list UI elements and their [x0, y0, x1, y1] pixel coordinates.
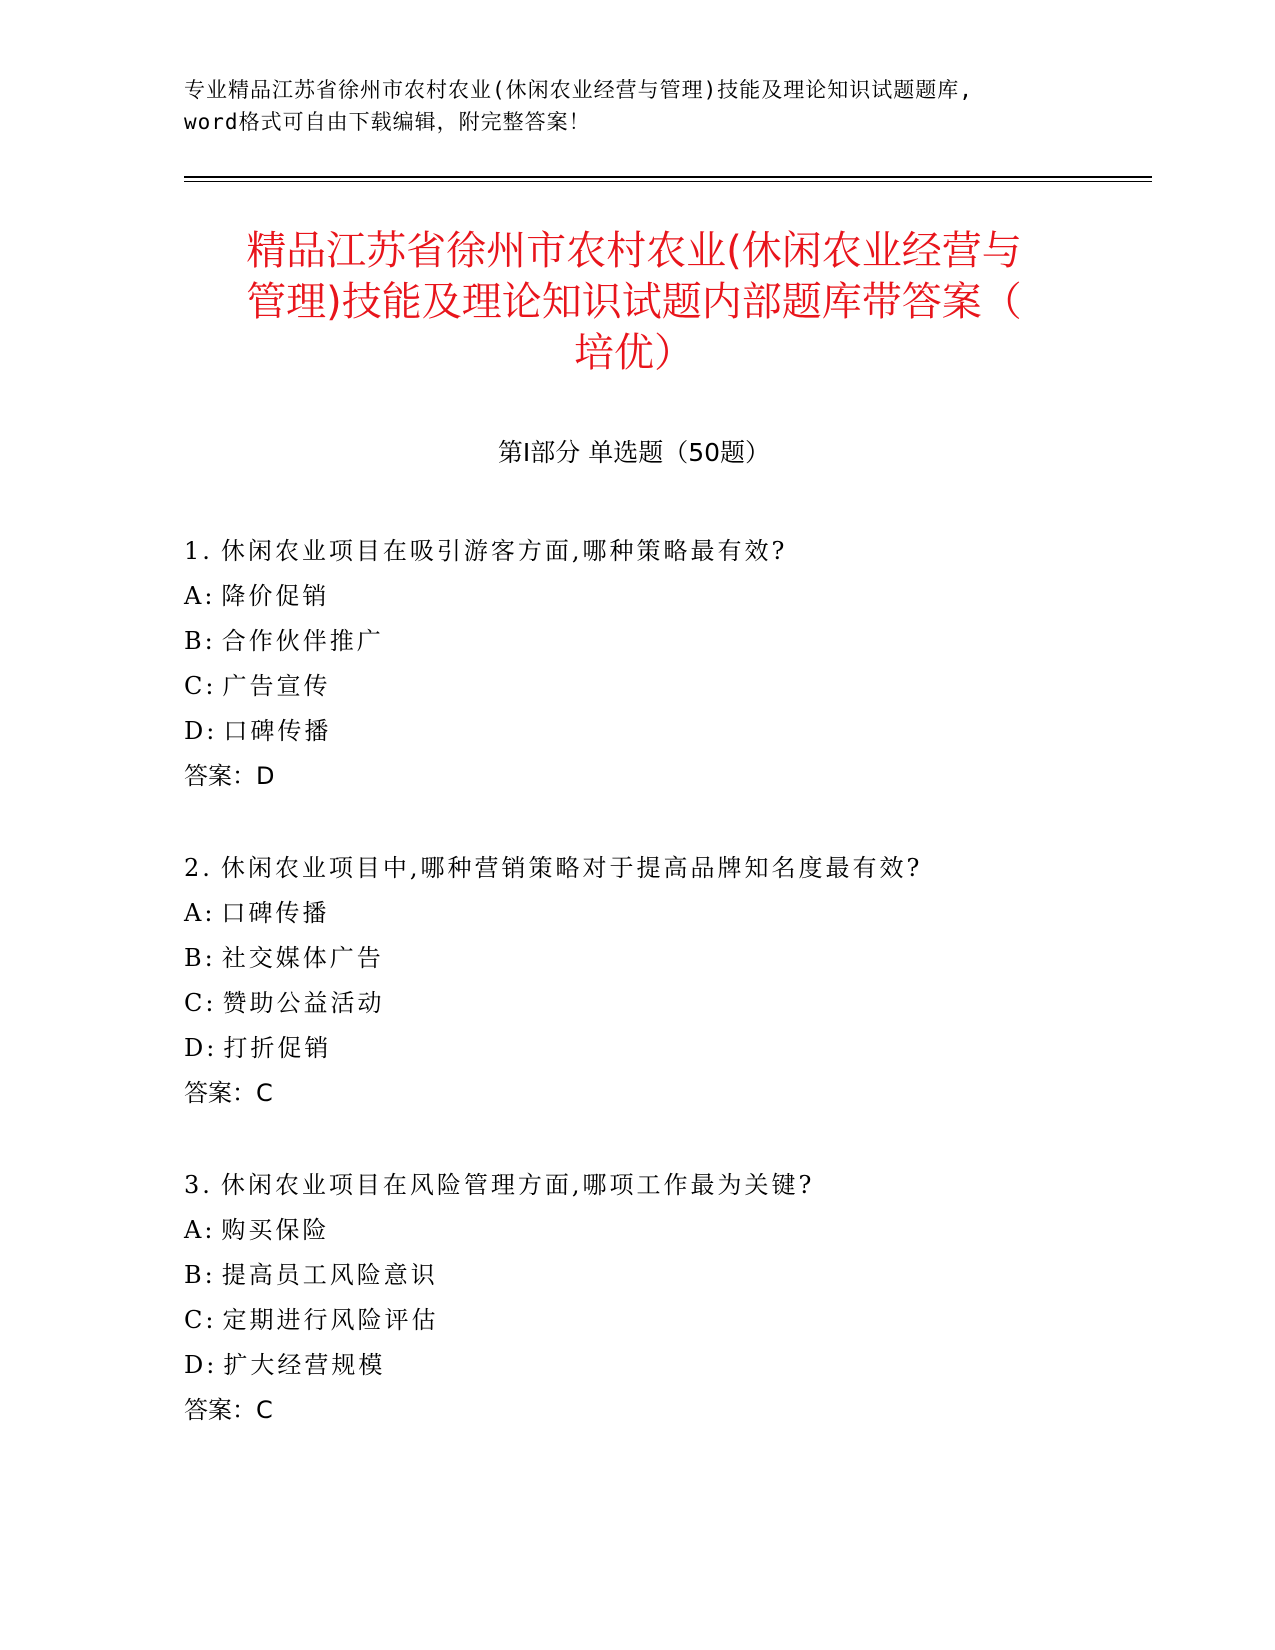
option-label: C:	[184, 1306, 217, 1334]
option-label: A:	[184, 1216, 216, 1244]
document-title-line-3: 培优）	[574, 330, 694, 376]
header-note-line-2: word格式可自由下载编辑，附完整答案！	[184, 110, 591, 134]
question-number: 3.	[184, 1171, 213, 1199]
answer: 答案：D	[184, 762, 275, 790]
option-text: 合作伙伴推广	[221, 627, 384, 655]
option-text: 广告宣传	[222, 672, 331, 700]
option-text: 赞助公益活动	[222, 989, 385, 1017]
option-text: 口碑传播	[223, 717, 332, 745]
question-stem	[184, 846, 1084, 891]
option-label: B:	[184, 944, 216, 972]
section-title: 第Ⅰ部分 单选题（50题）	[497, 438, 771, 467]
option-text: 购买保险	[221, 1216, 330, 1244]
document-title-line-2: 管理)技能及理论知识试题内部题库带答案（	[246, 279, 1022, 325]
option-label: A:	[184, 899, 216, 927]
option-d	[184, 1026, 1084, 1071]
option-b	[184, 936, 1084, 981]
option-c	[184, 1298, 1084, 1343]
option-a	[184, 891, 1084, 936]
question-number: 2.	[184, 854, 213, 882]
option-b	[184, 619, 1084, 664]
option-label: C:	[184, 672, 217, 700]
option-text: 打折促销	[223, 1034, 332, 1062]
answer: 答案：C	[184, 1079, 273, 1107]
option-text: 定期进行风险评估	[222, 1306, 439, 1334]
option-label: A:	[184, 582, 216, 610]
option-label: D:	[184, 1351, 218, 1379]
header-note-line-1: 专业精品江苏省徐州市农村农业(休闲农业经营与管理)技能及理论知识试题题库,	[184, 78, 973, 102]
option-b	[184, 1253, 1084, 1298]
question-text: 休闲农业项目在风险管理方面,哪项工作最为关键?	[220, 1171, 815, 1199]
header-note	[184, 74, 1084, 138]
question-text: 休闲农业项目中,哪种营销策略对于提高品牌知名度最有效?	[220, 854, 923, 882]
option-label: D:	[184, 1034, 218, 1062]
option-a	[184, 1208, 1084, 1253]
option-label: C:	[184, 989, 217, 1017]
option-d	[184, 709, 1084, 754]
option-label: B:	[184, 627, 216, 655]
question-text: 休闲农业项目在吸引游客方面,哪种策略最有效?	[220, 537, 788, 565]
document-title-line-1: 精品江苏省徐州市农村农业(休闲农业经营与	[246, 228, 1022, 274]
option-a	[184, 574, 1084, 619]
option-text: 提高员工风险意识	[221, 1261, 438, 1289]
option-text: 降价促销	[221, 582, 330, 610]
question-stem	[184, 529, 1084, 574]
question-number: 1.	[184, 537, 213, 565]
option-label: D:	[184, 717, 218, 745]
question-1	[184, 529, 1084, 799]
option-text: 扩大经营规模	[223, 1351, 386, 1379]
option-text: 社交媒体广告	[221, 944, 384, 972]
question-2	[184, 846, 1084, 1116]
answer: 答案：C	[184, 1396, 273, 1424]
option-text: 口碑传播	[221, 899, 330, 927]
option-label: B:	[184, 1261, 216, 1289]
option-c	[184, 664, 1084, 709]
option-d	[184, 1343, 1084, 1388]
option-c	[184, 981, 1084, 1026]
header-rule-thin	[184, 181, 1152, 182]
header-rule-thick	[184, 176, 1152, 178]
question-stem	[184, 1163, 1084, 1208]
document-title	[184, 226, 1084, 379]
question-3	[184, 1163, 1084, 1433]
